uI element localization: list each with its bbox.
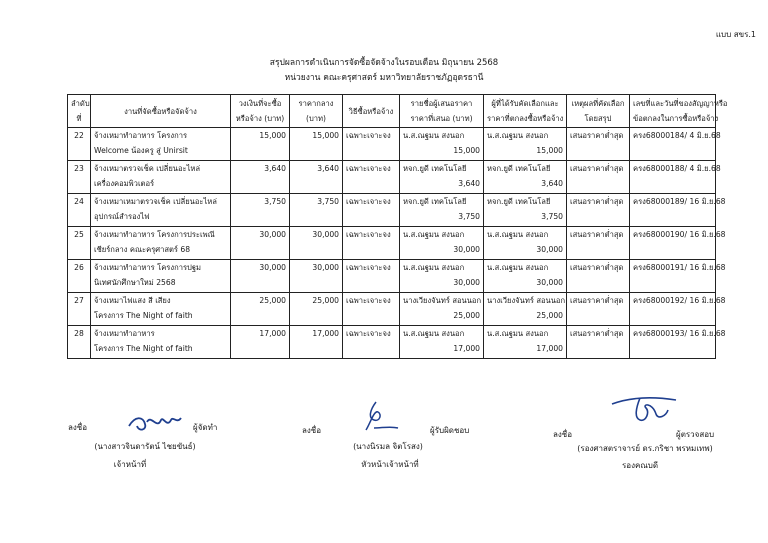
cell-budget: 15,000: [231, 128, 290, 161]
sign-right-role: ผู้ตรวจสอบ: [676, 430, 715, 439]
bidder-price: 15,000: [453, 146, 480, 155]
table-row: [68, 194, 716, 227]
cell-reason: เสนอราคาต่ำสุด: [567, 161, 630, 194]
cell-median: 25,000: [290, 293, 343, 326]
header-reason: เหตุผลที่คัดเลือก โดยสรุป: [567, 95, 630, 128]
cell-bidder: [400, 260, 484, 293]
sign-left-name: (นางสาวจินดารัตน์ ไชยขันธ์): [94, 442, 196, 451]
cell-winner: [484, 161, 567, 194]
cell-budget: 30,000: [231, 260, 290, 293]
bidder-name: น.ส.ณฐมน สงนอก: [403, 263, 465, 272]
winner-name: หจก.ยูดี เทคโนโลยี: [487, 164, 551, 173]
cell-contract: ครง68000191/ 16 มิ.ย.68: [630, 260, 716, 293]
work-line1: จ้างเหมาทำอาหาร โครงการ: [94, 131, 188, 140]
cell-median: 3,640: [290, 161, 343, 194]
cell-bidder: [400, 161, 484, 194]
bidder-name: นางเวียงจันทร์ สอนนอก: [403, 296, 482, 305]
cell-median: 30,000: [290, 260, 343, 293]
winner-price: 17,000: [536, 344, 563, 353]
winner-name: น.ส.ณฐมน สงนอก: [487, 131, 549, 140]
cell-method: เฉพาะเจาะจง: [343, 161, 400, 194]
cell-method: เฉพาะเจาะจง: [343, 326, 400, 359]
cell-contract: ครง68000189/ 16 มิ.ย.68: [630, 194, 716, 227]
sign-middle-name: (นางนิรมล จิตโรสง): [353, 442, 423, 451]
winner-price: 3,750: [541, 212, 563, 221]
cell-reason: เสนอราคาต่ำสุด: [567, 227, 630, 260]
form-code: แบบ สขร.1: [715, 30, 756, 39]
header-budget: วงเงินที่จะซื้อ หรือจ้าง (บาท): [231, 95, 290, 128]
winner-name: น.ส.ณฐมน สงนอก: [487, 263, 549, 272]
cell-reason: เสนอราคาต่ำสุด: [567, 194, 630, 227]
cell-reason: เสนอราคาต่ำสุด: [567, 293, 630, 326]
work-line2: นิเทศนักศึกษาใหม่ 2568: [94, 278, 176, 287]
cell-method: เฉพาะเจาะจง: [343, 194, 400, 227]
cell-work: [91, 326, 231, 359]
cell-reason: เสนอราคาต่ำสุด: [567, 128, 630, 161]
work-line1: จ้างเหมาทำอาหาร โครงการปฐม: [94, 263, 202, 272]
sign-middle-role: ผู้รับผิดชอบ: [430, 426, 470, 435]
sign-left-role: ผู้จัดทำ: [193, 423, 218, 432]
winner-price: 30,000: [536, 278, 563, 287]
cell-method: เฉพาะเจาะจง: [343, 227, 400, 260]
cell-contract: ครง68000193/ 16 มิ.ย.68: [630, 326, 716, 359]
cell-no: 23: [68, 161, 91, 194]
sign-middle-position: หัวหน้าเจ้าหน้าที่: [361, 460, 419, 469]
work-line2: โครงการ The Night of faith: [94, 311, 193, 320]
table-header-row: [68, 95, 716, 128]
cell-method: เฉพาะเจาะจง: [343, 293, 400, 326]
cell-method: เฉพาะเจาะจง: [343, 128, 400, 161]
table-row: [68, 260, 716, 293]
winner-price: 25,000: [536, 311, 563, 320]
header-bidders: รายชื่อผู้เสนอราคา ราคาที่เสนอ (บาท): [400, 95, 484, 128]
cell-contract: ครง68000190/ 16 มิ.ย.68: [630, 227, 716, 260]
winner-price: 15,000: [536, 146, 563, 155]
signature-left-image: [125, 410, 185, 436]
header-work: งานที่จัดซื้อหรือจัดจ้าง: [91, 95, 231, 128]
winner-name: น.ส.ณฐมน สงนอก: [487, 329, 549, 338]
cell-median: 30,000: [290, 227, 343, 260]
bidder-price: 3,640: [458, 179, 480, 188]
bidder-price: 30,000: [453, 245, 480, 254]
cell-no: 22: [68, 128, 91, 161]
cell-no: 25: [68, 227, 91, 260]
cell-no: 26: [68, 260, 91, 293]
cell-work: [91, 128, 231, 161]
cell-winner: [484, 128, 567, 161]
cell-budget: 30,000: [231, 227, 290, 260]
cell-work: [91, 161, 231, 194]
work-line1: จ้างเหมาไฟแสง สี เสียง: [94, 296, 171, 305]
cell-budget: 3,640: [231, 161, 290, 194]
work-line1: จ้างเหมาทำอาหาร โครงการประเพณี: [94, 230, 215, 239]
work-line2: เครื่องคอมพิวเตอร์: [94, 179, 155, 188]
winner-price: 3,640: [541, 179, 563, 188]
cell-bidder: [400, 128, 484, 161]
cell-winner: [484, 293, 567, 326]
winner-name: นางเวียงจันทร์ สอนนอก: [487, 296, 566, 305]
header-winner: ผู้ที่ได้รับคัดเลือกและ ราคาที่ตกลงซื้อหรือจ้าง: [484, 95, 567, 128]
cell-contract: ครง68000188/ 4 มิ.ย.68: [630, 161, 716, 194]
bidder-name: น.ส.ณฐมน สงนอก: [403, 230, 465, 239]
sign-right-position: รองคณบดี: [621, 461, 659, 470]
cell-no: 28: [68, 326, 91, 359]
cell-winner: [484, 227, 567, 260]
work-line2: Welcome น้องครู สู่ Unirsit: [94, 146, 188, 155]
header-method: วิธีซื้อหรือจ้าง: [343, 95, 400, 128]
sign-left-prefix: ลงชื่อ: [68, 423, 88, 432]
cell-work: [91, 194, 231, 227]
work-line1: จ้างเหมาทำอาหาร: [94, 329, 155, 338]
sign-left-position: เจ้าหน้าที่: [113, 460, 147, 469]
cell-budget: 3,750: [231, 194, 290, 227]
table-row: [68, 326, 716, 359]
header-contract: เลขที่และวันที่ของสัญญาหรือ ข้อตกลงในการซื้อหรือจ้าง: [630, 95, 716, 128]
work-line2: เชียร์กลาง คณะครุศาสตร์ 68: [94, 245, 191, 254]
table-row: [68, 128, 716, 161]
cell-no: 27: [68, 293, 91, 326]
sign-right-name: (รองศาสตราจารย์ ดร.กริชา พรหมเทพ): [577, 444, 713, 453]
cell-bidder: [400, 293, 484, 326]
bidder-name: น.ส.ณฐมน สงนอก: [403, 329, 465, 338]
cell-winner: [484, 194, 567, 227]
report-title: สรุปผลการดำเนินการจัดซื้อจัดจ้างในรอบเดือน มิถุนายน 2568: [269, 58, 499, 68]
cell-median: 17,000: [290, 326, 343, 359]
table-row: [68, 293, 716, 326]
bidder-name: หจก.ยูดี เทคโนโลยี: [403, 197, 467, 206]
cell-work: [91, 260, 231, 293]
cell-contract: ครง68000184/ 4 มิ.ย.68: [630, 128, 716, 161]
cell-work: [91, 293, 231, 326]
cell-reason: เสนอราคาต่ำสุด: [567, 260, 630, 293]
cell-budget: 17,000: [231, 326, 290, 359]
cell-method: เฉพาะเจาะจง: [343, 260, 400, 293]
bidder-name: หจก.ยูดี เทคโนโลยี: [403, 164, 467, 173]
sign-right-prefix: ลงชื่อ: [553, 430, 573, 439]
bidder-price: 3,750: [458, 212, 480, 221]
header-median: ราคากลาง (บาท): [290, 95, 343, 128]
cell-bidder: [400, 326, 484, 359]
cell-work: [91, 227, 231, 260]
bidder-price: 17,000: [453, 344, 480, 353]
winner-name: น.ส.ณฐมน สงนอก: [487, 230, 549, 239]
cell-bidder: [400, 227, 484, 260]
bidder-price: 30,000: [453, 278, 480, 287]
cell-winner: [484, 326, 567, 359]
work-line1: จ้างเหมาเหมาตรวจเช็ค เปลี่ยนอะไหล่: [94, 197, 217, 206]
procurement-table: [67, 94, 728, 359]
winner-name: หจก.ยูดี เทคโนโลยี: [487, 197, 551, 206]
work-line2: อุปกรณ์สำรองไฟ: [94, 212, 150, 221]
signature-right-image: [610, 392, 680, 424]
table-row: [68, 227, 716, 260]
header-no: ลำดับ ที่: [68, 95, 91, 128]
table-row: [68, 161, 716, 194]
cell-reason: เสนอราคาต่ำสุด: [567, 326, 630, 359]
work-line1: จ้างเหมาตรวจเช็ค เปลี่ยนอะไหล่: [94, 164, 201, 173]
bidder-price: 25,000: [453, 311, 480, 320]
cell-bidder: [400, 194, 484, 227]
signature-middle-image: [362, 398, 402, 434]
bidder-name: น.ส.ณฐมน สงนอก: [403, 131, 465, 140]
cell-no: 24: [68, 194, 91, 227]
cell-median: 3,750: [290, 194, 343, 227]
cell-median: 15,000: [290, 128, 343, 161]
cell-budget: 25,000: [231, 293, 290, 326]
work-line2: โครงการ The Night of faith: [94, 344, 193, 353]
report-subtitle: หน่วยงาน คณะครุศาสตร์ มหาวิทยาลัยราชภัฏอุดรธานี: [284, 73, 484, 83]
sign-middle-prefix: ลงชื่อ: [302, 426, 322, 435]
cell-contract: ครง68000192/ 16 มิ.ย.68: [630, 293, 716, 326]
cell-winner: [484, 260, 567, 293]
winner-price: 30,000: [536, 245, 563, 254]
